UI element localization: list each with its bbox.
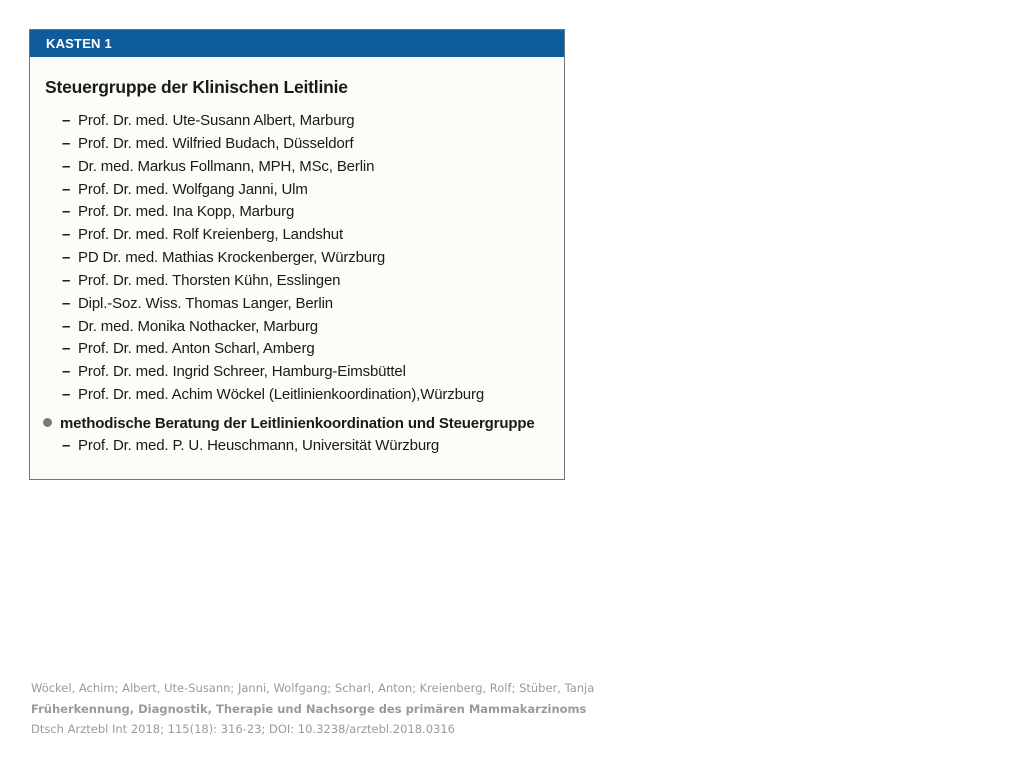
list-item bbox=[62, 293, 484, 316]
advisory-heading bbox=[43, 413, 535, 435]
list-item bbox=[62, 224, 484, 247]
list-item bbox=[62, 338, 484, 361]
list-item-label: Prof. Dr. med. Ute-Susann Albert, Marburg bbox=[78, 112, 355, 129]
info-box bbox=[29, 29, 565, 480]
list-item-label: Prof. Dr. med. Ina Kopp, Marburg bbox=[78, 203, 295, 221]
list-item-label: Prof. Dr. med. Wilfried Budach, Düsseldorf bbox=[78, 134, 354, 152]
dash-icon: – bbox=[62, 340, 71, 358]
citation-title: Früherkennung, Diagnostik, Therapie und Nachsorge des primären Mammakarzinoms bbox=[31, 701, 587, 716]
list-item bbox=[62, 133, 484, 156]
bullet-icon bbox=[43, 418, 52, 427]
list-item bbox=[62, 435, 439, 458]
list-item-label: Prof. Dr. med. Wolfgang Janni, Ulm bbox=[78, 180, 308, 198]
list-item bbox=[62, 384, 484, 407]
dash-icon: – bbox=[62, 294, 71, 312]
citation bbox=[31, 678, 594, 740]
member-list bbox=[62, 110, 484, 407]
list-item-label: Prof. Dr. med. Rolf Kreienberg, Landshut bbox=[78, 226, 343, 244]
dash-icon: – bbox=[62, 363, 71, 381]
list-item-label: Prof. Dr. med. Thorsten Kühn, Esslingen bbox=[78, 271, 341, 289]
box-header: KASTEN 1 bbox=[30, 30, 564, 57]
list-item bbox=[62, 156, 484, 179]
dash-icon: – bbox=[62, 112, 71, 129]
dash-icon: – bbox=[62, 437, 71, 454]
dash-icon: – bbox=[62, 203, 71, 221]
list-item-label: Dr. med. Monika Nothacker, Marburg bbox=[78, 317, 318, 335]
list-item-label: Dipl.-Soz. Wiss. Thomas Langer, Berlin bbox=[78, 294, 333, 312]
dash-icon: – bbox=[62, 271, 71, 289]
dash-icon: – bbox=[62, 134, 71, 152]
list-item-label: Prof. Dr. med. Anton Scharl, Amberg bbox=[78, 340, 315, 358]
list-item bbox=[62, 110, 484, 133]
advisor-list bbox=[62, 435, 439, 458]
list-item-label: PD Dr. med. Mathias Krockenberger, Würzburg bbox=[78, 249, 386, 267]
citation-authors: Wöckel, Achim; Albert, Ute-Susann; Janni, Wolfgang; Scharl, Anton; Kreienberg, Rolf; Stüber, Tanja bbox=[31, 681, 595, 695]
list-item bbox=[62, 247, 484, 270]
list-item-label: Prof. Dr. med. Ingrid Schreer, Hamburg-Eimsbüttel bbox=[78, 363, 406, 381]
list-item-label: Prof. Dr. med. P. U. Heuschmann, Universität Würzburg bbox=[78, 437, 440, 454]
list-item bbox=[62, 201, 484, 224]
box-title: Steuergruppe der Klinischen Leitlinie bbox=[45, 77, 348, 97]
list-item bbox=[62, 361, 484, 384]
dash-icon: – bbox=[62, 226, 71, 244]
advisory-heading-label: methodische Beratung der Leitlinienkoordination und Steuergruppe bbox=[60, 415, 535, 432]
dash-icon: – bbox=[62, 249, 71, 267]
dash-icon: – bbox=[62, 386, 71, 404]
list-item bbox=[62, 179, 484, 202]
dash-icon: – bbox=[62, 317, 71, 335]
dash-icon: – bbox=[62, 157, 71, 175]
list-item-label: Dr. med. Markus Follmann, MPH, MSc, Berlin bbox=[78, 157, 375, 175]
dash-icon: – bbox=[62, 180, 71, 198]
citation-source: Dtsch Arztebl Int 2018; 115(18): 316-23; DOI: 10.3238/arztebl.2018.0316 bbox=[31, 722, 455, 736]
list-item bbox=[62, 316, 484, 339]
list-item bbox=[62, 270, 484, 293]
list-item-label: Prof. Dr. med. Achim Wöckel (Leitlinienkoordination),Würzburg bbox=[78, 386, 485, 404]
